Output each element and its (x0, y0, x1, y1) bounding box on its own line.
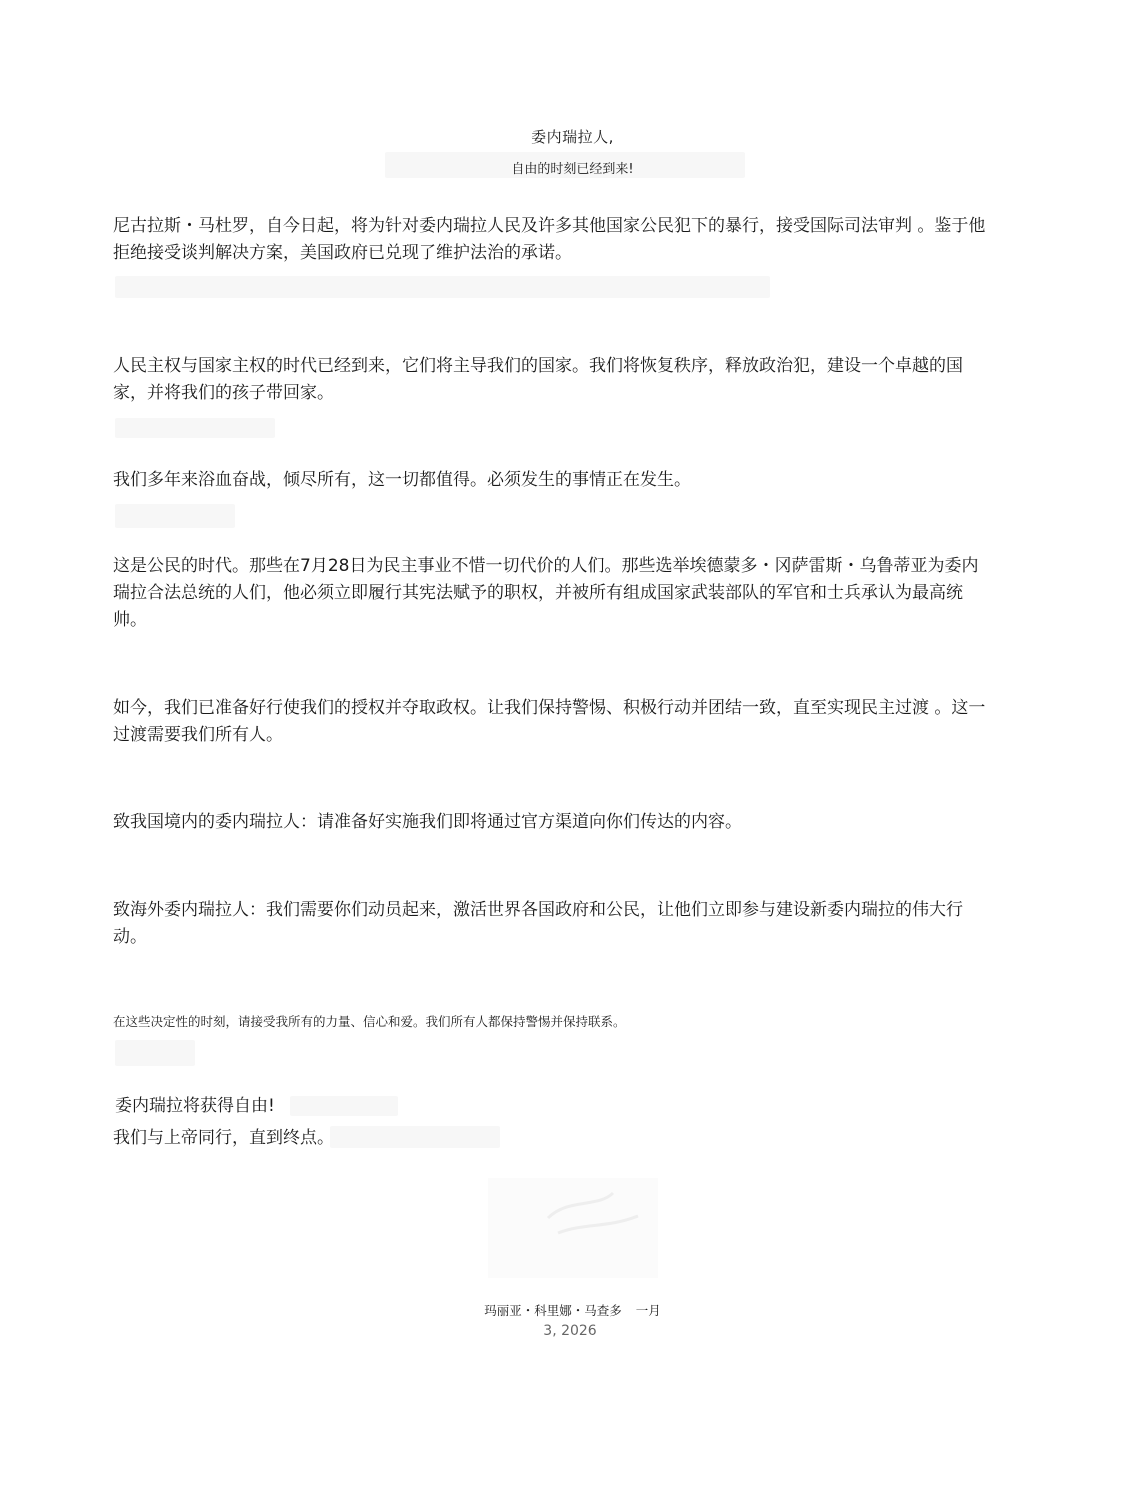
signature-mark (488, 1178, 658, 1278)
final-note: 在这些决定性的时刻，请接受我所有的力量、信心和爱。我们所有人都保持警惕并保持联系。 (113, 1014, 626, 1029)
scan-artifact (115, 504, 235, 528)
closing-line-god: 我们与上帝同行，直到终点。 (113, 1128, 334, 1148)
closing-line-freedom: 委内瑞拉将获得自由! (115, 1096, 275, 1116)
subtitle: 自由的时刻已经到来! (511, 162, 634, 177)
scan-artifact (115, 276, 770, 298)
scan-artifact (290, 1096, 398, 1116)
signer-line (0, 1301, 1145, 1319)
paragraph-struggle: 我们多年来浴血奋战，倾尽所有，这一切都值得。必须发生的事情正在发生。 (113, 470, 691, 490)
salutation: 委内瑞拉人, (531, 128, 614, 146)
paragraph-citizens: 这是公民的时代。那些在7月28日为民主事业不惜一切代价的人们。那些选举埃德蒙多・冈萨雷斯・乌鲁蒂亚为委内瑞拉合法总统的人们，他必须立即履行其宪法赋予的职权，并被所有组成国家武装部队的军官和士兵承认为最高统帅。 (113, 556, 979, 630)
paragraph-sovereignty: 人民主权与国家主权的时代已经到来，它们将主导我们的国家。我们将恢复秩序，释放政治犯，建设一个卓越的国家，并将我们的孩子带回家。 (113, 356, 963, 403)
signature-month: 一月 (635, 1303, 661, 1318)
paragraph-mandate: 如今，我们已准备好行使我们的授权并夺取政权。让我们保持警惕、积极行动并团结一致，直至实现民主过渡 。这一过渡需要我们所有人。 (113, 698, 986, 745)
scan-artifact (115, 418, 275, 438)
scan-artifact (115, 1040, 195, 1066)
signature-date: 3, 2026 (543, 1323, 597, 1339)
scan-artifact (330, 1126, 500, 1148)
signer-name: 玛丽亚・科里娜・马查多 (484, 1303, 622, 1318)
paragraph-maduro: 尼古拉斯・马杜罗，自今日起，将为针对委内瑞拉人民及许多其他国家公民犯下的暴行，接受国际司法审判 。鉴于他拒绝接受谈判解决方案，美国政府已兑现了维护法治的承诺。 (113, 216, 986, 263)
paragraph-abroad: 致海外委内瑞拉人：我们需要你们动员起来，激活世界各国政府和公民，让他们立即参与建设新委内瑞拉的伟大行动。 (113, 900, 963, 947)
paragraph-domestic: 致我国境内的委内瑞拉人：请准备好实施我们即将通过官方渠道向你们传达的内容。 (113, 812, 742, 832)
